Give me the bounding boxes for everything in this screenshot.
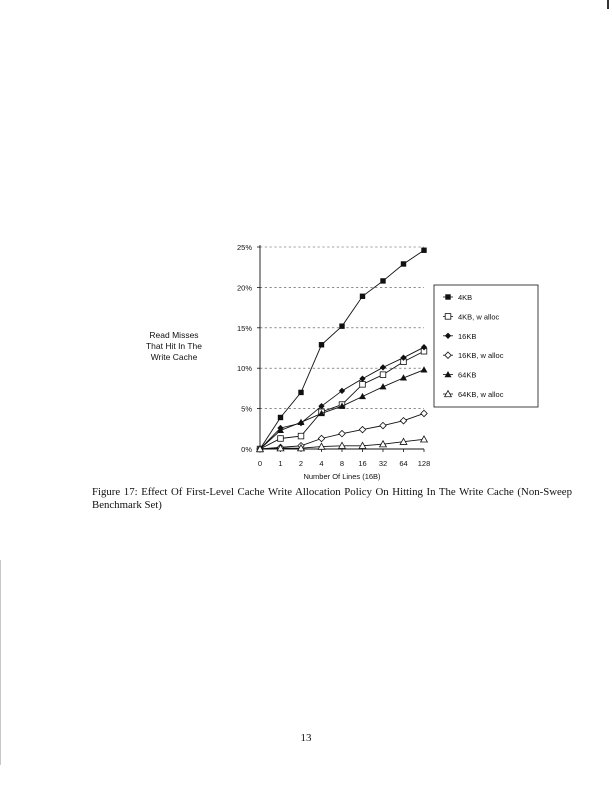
legend-label-16kb: 16KB [458,331,477,341]
y-tick-label: 15% [236,323,252,333]
data-point-4kb [278,415,283,420]
data-point-4kb [340,324,345,329]
x-tick-label: 0 [257,459,263,468]
y-tick-label: 10% [236,364,252,374]
data-point-4kb-w-alloc [298,433,304,439]
data-point-4kb [422,248,427,253]
x-tick-label: 16 [358,459,367,468]
x-axis-label: Number Of Lines (16B) [303,472,381,481]
legend [434,285,538,407]
data-point-64kb [360,394,366,399]
figure-caption: Figure 17: Effect Of First-Level Cache Write Allocation Policy On Hitting In The Write Cache (Non-Sweep Benchmark Set) [92,486,572,511]
data-point-16kb-w-alloc [400,418,406,424]
x-tick-label: 1 [278,459,283,468]
data-point-4kb-w-alloc [278,436,284,442]
legend-label-4kb: 4KB [458,293,473,302]
data-point-4kb-w-alloc [380,372,386,378]
y-tick-label: 0% [241,445,252,454]
y-tick-label: 5% [241,404,252,414]
legend-marker-4kb-w-alloc [445,314,451,320]
data-point-16kb-w-alloc [380,422,386,428]
data-point-4kb [401,262,406,267]
x-tick-label: 32 [378,459,388,468]
series-line-4kb [260,250,424,449]
page-number: 13 [300,732,312,744]
x-tick-label: 2 [298,459,304,468]
data-point-16kb-w-alloc [421,410,427,416]
axes [237,243,430,468]
legend-label-64kb-w-alloc: 64KB, w alloc [458,390,504,399]
data-point-4kb [360,294,365,299]
data-point-16kb [360,376,365,381]
data-point-4kb [381,279,386,284]
legend-box [434,285,538,407]
data-point-16kb [380,365,385,370]
y-axis-label: Read Misses That Hit In The Write Cache [145,330,203,362]
data-point-4kb-w-alloc [360,382,366,388]
data-point-64kb [421,367,427,372]
y-tick-label: 20% [236,283,252,293]
data-point-16kb-w-alloc [359,426,365,432]
legend-label-16kb-w-alloc: 16KB, w alloc [458,351,504,361]
data-point-16kb-w-alloc [339,430,345,436]
x-tick-label: 4 [319,459,324,468]
x-tick-label: 8 [339,459,345,468]
legend-label-64kb: 64KB [458,370,477,380]
data-point-16kb-w-alloc [318,435,324,441]
x-tick-label: 64 [399,459,408,468]
legend-label-4kb-w-alloc: 4KB, w alloc [458,312,500,322]
data-point-4kb [299,390,304,395]
y-tick-label: 25% [236,243,252,252]
x-tick-label: 128 [417,459,431,468]
data-point-64kb [380,384,386,389]
data-point-4kb [319,342,324,347]
data-point-64kb [401,375,407,380]
data-point-64kb-w-alloc [421,436,428,442]
series-lines [257,248,428,452]
legend-marker-4kb [446,295,451,300]
